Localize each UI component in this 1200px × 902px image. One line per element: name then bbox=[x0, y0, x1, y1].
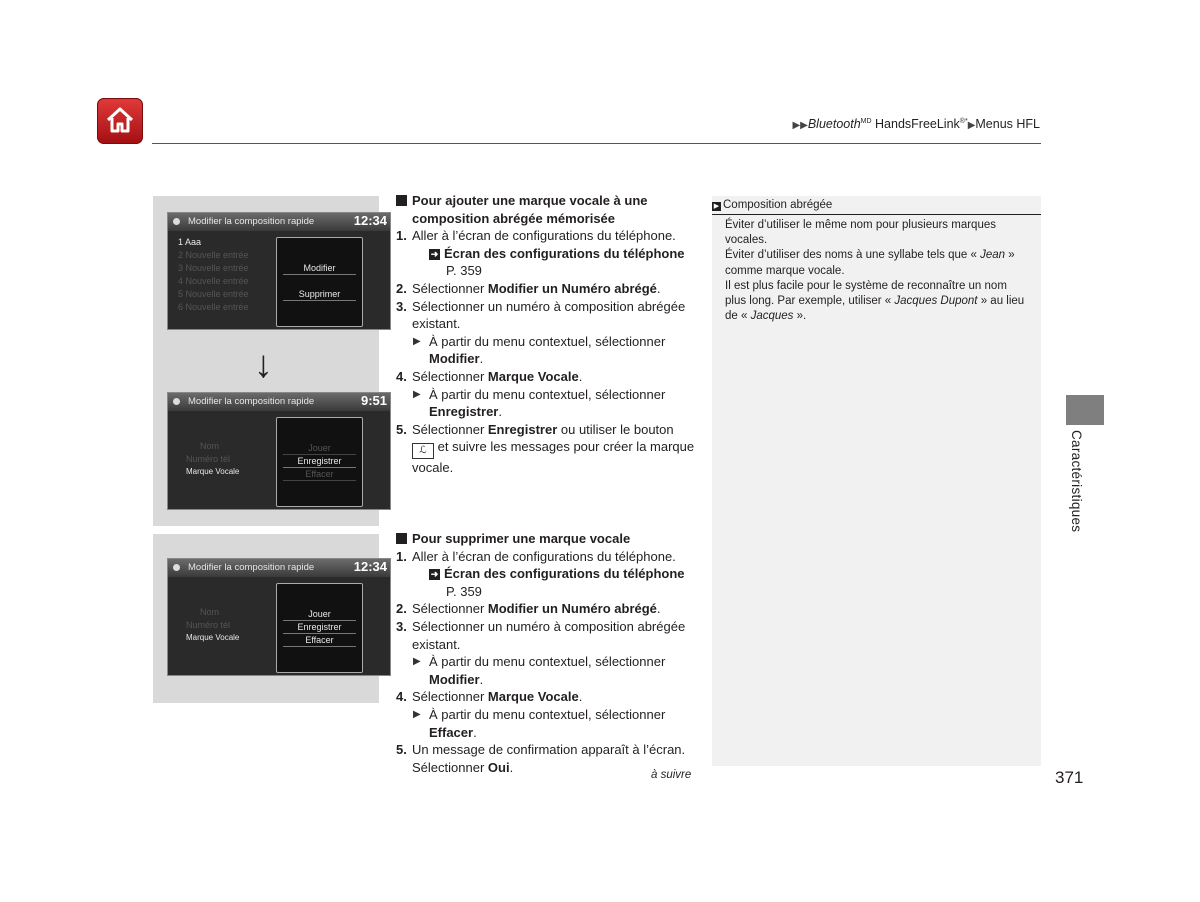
talk-button-icon: ℒ bbox=[412, 443, 434, 459]
play-button: Jouer bbox=[283, 442, 356, 455]
note-arrow-icon: ▶ bbox=[713, 203, 720, 210]
play-button: Jouer bbox=[283, 608, 356, 621]
triangle-arrow-icon: ▶ bbox=[413, 656, 421, 668]
note-paragraph: Il est plus facile pour le système de reconnaître un nom plus long. Par exemple, utiliser « Jacques Dupont » au lieu de « Jacques ». bbox=[725, 279, 1025, 323]
step-item: 1. Aller à l’écran de configurations du téléphone. bbox=[396, 228, 676, 244]
arrow-down-icon: ↓ bbox=[254, 344, 273, 386]
reference-arrow-icon: ➜ bbox=[430, 569, 439, 580]
menu-dot-icon bbox=[173, 398, 180, 405]
triangle-arrow-icon: ▶ bbox=[413, 388, 421, 400]
list-item: Nom bbox=[200, 441, 220, 451]
bullet-square-icon bbox=[396, 533, 407, 544]
context-menu bbox=[276, 237, 363, 327]
list-item: Marque Vocale bbox=[186, 633, 240, 642]
cross-reference-link[interactable]: ➜ Écran des configurations du téléphone bbox=[430, 566, 685, 582]
triangle-arrow-icon: ▶ bbox=[413, 335, 421, 347]
sub-step-item: ▶ À partir du menu contextuel, sélectionner Modifier. bbox=[413, 654, 666, 687]
list-item: Nom bbox=[200, 607, 220, 617]
step-item: 2. Sélectionner Modifier un Numéro abrégé. bbox=[396, 601, 661, 617]
record-button: Enregistrer bbox=[283, 455, 356, 468]
step-item: 1. Aller à l’écran de configurations du téléphone. bbox=[396, 548, 676, 564]
continued-label: à suivre bbox=[651, 769, 692, 781]
page-reference[interactable]: P. 359 bbox=[446, 583, 482, 599]
step-item: 5. Un message de confirmation apparaît à l’écran. Sélectionner Oui. bbox=[396, 742, 686, 775]
reference-arrow-icon: ➜ bbox=[430, 248, 439, 259]
section-add-voice-tag bbox=[396, 192, 696, 477]
breadcrumb-arrow-icon: ▶▶ bbox=[792, 120, 808, 131]
list-item: 2 Nouvelle entrée bbox=[178, 250, 249, 260]
breadcrumb: ▶▶Bluetooth$^{MD}$ HandsFreeLink®*▶Menus HFL bbox=[792, 117, 1040, 131]
sub-step-item: ▶ À partir du menu contextuel, sélectionner Modifier. bbox=[413, 333, 666, 367]
list-item: Marque Vocale bbox=[186, 467, 240, 476]
home-icon bbox=[104, 104, 136, 136]
step-item: 3. Sélectionner un numéro à composition abrégée existant. bbox=[396, 618, 686, 652]
step-item: 5. Sélectionner Enregistrer ou utiliser le bouton ℒ et suivre les messages pour créer la marque vocale. bbox=[396, 421, 695, 476]
context-menu bbox=[276, 583, 363, 673]
cross-reference-link[interactable]: ➜ Écran des configurations du téléphone bbox=[430, 245, 685, 261]
list-item: 6 Nouvelle entrée bbox=[178, 302, 249, 312]
screen-title-bar: Modifier la composition rapide 9:51 bbox=[168, 393, 390, 411]
sub-step-item: ▶ À partir du menu contextuel, sélectionner Enregistrer. bbox=[413, 386, 666, 420]
page-reference[interactable]: P. 359 bbox=[446, 263, 482, 279]
section-heading: Pour supprimer une marque vocale bbox=[396, 530, 696, 548]
screen-title-bar: Modifier la composition rapide 12:34 bbox=[168, 559, 390, 577]
erase-button: Effacer bbox=[283, 468, 356, 481]
modify-button: Modifier bbox=[283, 262, 356, 275]
erase-button: Effacer bbox=[283, 634, 356, 647]
header-divider bbox=[152, 143, 1041, 144]
screen-voice-tag-delete bbox=[167, 558, 391, 676]
home-button[interactable] bbox=[97, 98, 143, 144]
list-item: Numéro tél bbox=[186, 620, 231, 630]
menu-dot-icon bbox=[173, 218, 180, 225]
section-heading: Pour ajouter une marque vocale à une composition abrégée mémorisée bbox=[396, 192, 696, 227]
bullet-square-icon bbox=[396, 195, 407, 206]
list-item: 5 Nouvelle entrée bbox=[178, 289, 249, 299]
side-note-body bbox=[725, 218, 1031, 324]
delete-button: Supprimer bbox=[283, 288, 356, 301]
menu-dot-icon bbox=[173, 564, 180, 571]
screen-title-bar: Modifier la composition rapide 12:34 bbox=[168, 213, 390, 231]
list-item: Numéro tél bbox=[186, 454, 231, 464]
step-item: 3. Sélectionner un numéro à composition abrégée existant. bbox=[396, 298, 686, 332]
note-paragraph: Éviter d’utiliser le même nom pour plusieurs marques vocales. bbox=[725, 219, 996, 247]
screen-speed-dial-list bbox=[167, 212, 391, 330]
sub-step-item: ▶ À partir du menu contextuel, sélectionner Effacer. bbox=[413, 706, 666, 740]
triangle-arrow-icon: ▶ bbox=[413, 708, 421, 720]
list-item: 4 Nouvelle entrée bbox=[178, 276, 249, 286]
step-item: 4. Sélectionner Marque Vocale. bbox=[396, 689, 583, 705]
side-note-title: ▶ Composition abrégée bbox=[712, 196, 1041, 215]
chapter-tab[interactable] bbox=[1066, 395, 1104, 425]
page-number: 371 bbox=[1055, 768, 1084, 787]
breadcrumb-arrow-icon: ▶ bbox=[967, 120, 976, 131]
context-menu bbox=[276, 417, 363, 507]
section-delete-voice-tag bbox=[396, 530, 696, 776]
list-item: 1 Aaa bbox=[178, 237, 202, 247]
list-item: 3 Nouvelle entrée bbox=[178, 263, 249, 273]
record-button: Enregistrer bbox=[283, 621, 356, 634]
chapter-label: Caractéristiques bbox=[1069, 430, 1084, 533]
step-item: 2. Sélectionner Modifier un Numéro abrégé. bbox=[396, 280, 661, 296]
screen-voice-tag-menu bbox=[167, 392, 391, 510]
note-paragraph: Éviter d’utiliser des noms à une syllabe tels que « Jean » comme marque vocale. bbox=[725, 249, 1015, 277]
step-item: 4. Sélectionner Marque Vocale. bbox=[396, 368, 583, 384]
